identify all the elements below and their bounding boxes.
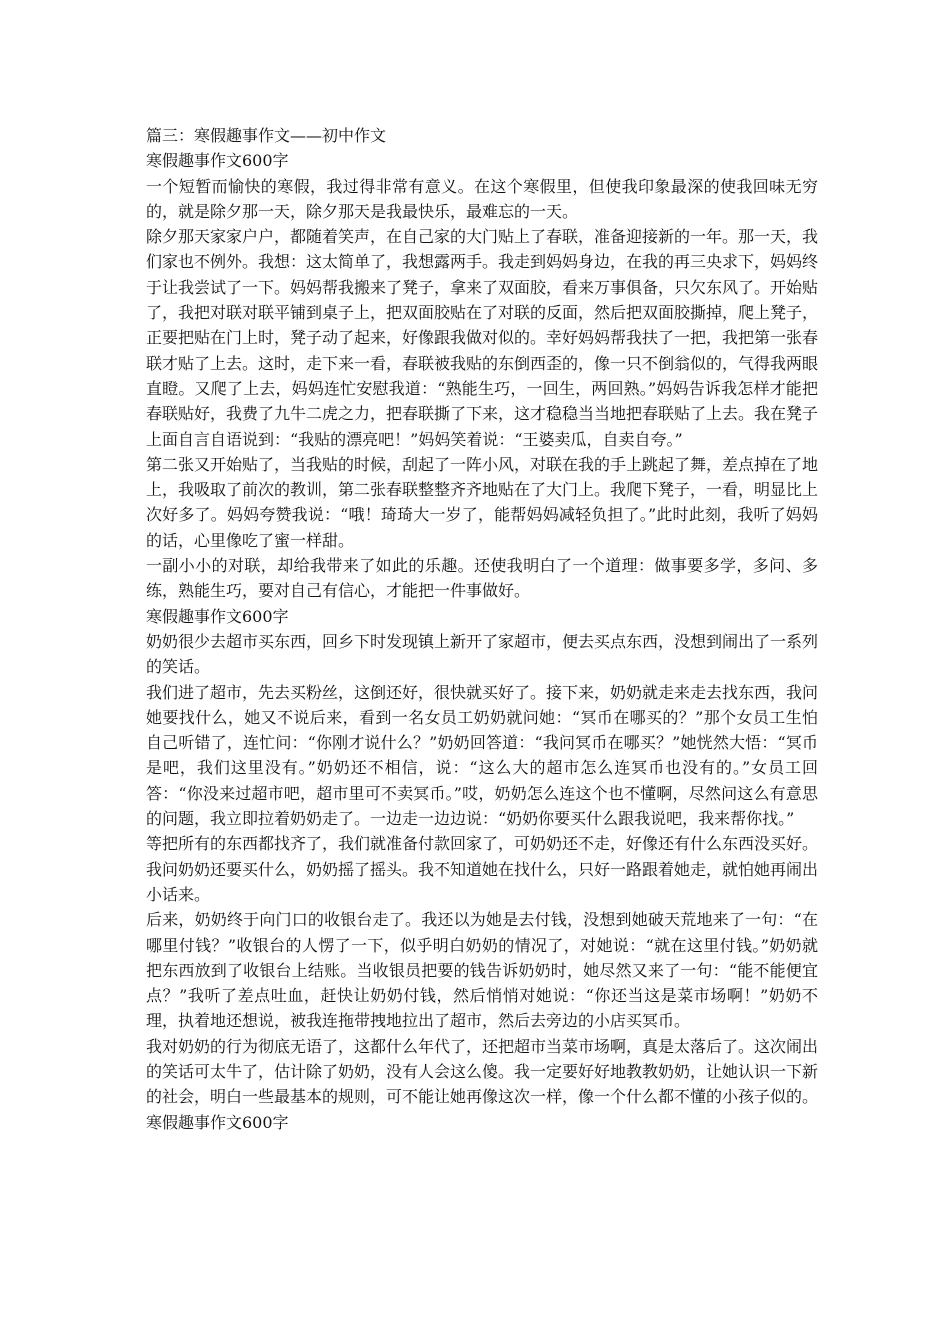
paragraph: 一副小小的对联，却给我带来了如此的乐趣。还使我明白了一个道理：做事要多学，多问、多练，熟能生巧，要对自己有信心，才能把一件事做好。 xyxy=(146,556,818,601)
paragraph: 除夕那天家家户户，都随着笑声，在自己家的大门贴上了春联，准备迎接新的一年。那一天，我们家也不例外。我想：这太简单了，我想露两手。我走到妈妈身边，在我的再三央求下，妈妈终于让我尝试了一下。妈妈帮我搬来了凳子，拿来了双面胶，看来万事俱备，只欠东风了。开始贴了，我把对联对联平铺到桌子上，把双面胶贴在了对联的反面，然后把双面胶撕掉，爬上凳子，正要把贴在门上时，凳子动了起来，好像跟我做对似的。幸好妈妈帮我扶了一把，我把第一张春联才贴了上去。这时，走下来一看，春联被我贴的东倒西歪的，像一只不倒翁似的，气得我两眼直瞪。又爬了上去，妈妈连忙安慰我道：“熟能生巧，一回生，两回熟。”妈妈告诉我怎样才能把春联贴好，我费了九牛二虎之力，把春联撕了下来，这才稳稳当当地把春联贴了上去。我在凳子上面自言自语说到：“我贴的漂亮吧！”妈妈笑着说：“王婆卖瓜，自卖自夸。” xyxy=(146,227,819,449)
paragraph: 我对奶奶的行为彻底无语了，这都什么年代了，还把超市当菜市场啊，真是太落后了。这次闹出的笑话可太牛了，估计除了奶奶，没有人会这么傻。我一定要好好地教教奶奶，让她认识一下新的社会，明白一些最基本的规则，可不能让她再像这次一样，像一个什么都不懂的小孩子似的。 xyxy=(146,1036,819,1107)
essay-heading: 寒假趣事作文600字 xyxy=(146,1112,289,1132)
paragraph: 一个短暂而愉快的寒假，我过得非常有意义。在这个寒假里，但使我印象最深的使我回味无穷的，就是除夕那一天，除夕那天是我最快乐，最难忘的一天。 xyxy=(146,176,818,221)
paragraph: 奶奶很少去超市买东西，回乡下时发现镇上新开了家超市，便去买点东西，没想到闹出了一系列的笑话。 xyxy=(146,631,819,677)
essay-heading: 寒假趣事作文600字 xyxy=(146,151,289,171)
paragraph: 我们进了超市，先去买粉丝，这倒还好，很快就买好了。接下来，奶奶就走来走去找东西，我问她要找什么，她又不说后来，看到一名女员工奶奶就问她：“冥币在哪买的？”那个女员工生怕自己听错了，连忙问：“你刚才说什么？”奶奶回答道：“我问冥币在哪买？”她恍然大悟：“冥币是吧，我们这里没有。”奶奶还不相信，说：“这么大的超市怎么连冥币也没有的。”女员工回答：“你没来过超市吧，超市里可不卖冥币。”哎，奶奶怎么连这个也不懂啊，尽然问这么有意思的问题，我立即拉着奶奶走了。一边走一边边说：“奶奶你要买什么跟我说吧，我来帮你找。” xyxy=(146,682,819,829)
essay-heading: 寒假趣事作文600字 xyxy=(146,606,289,626)
paragraph: 后来，奶奶终于向门口的收银台走了。我还以为她是去付钱，没想到她破天荒地来了一句：“在哪里付钱？”收银台的人愣了一下，似乎明白奶奶的情况了，对她说：“就在这里付钱。”奶奶就把东西放到了收银台上结账。当收银员把要的钱告诉奶奶时，她尽然又来了一句：“能不能便宜点？”我听了差点吐血，赶快让奶奶付钱，然后悄悄对她说：“你还当这是菜市场啊！”奶奶不理，执着地还想说，被我连拖带拽地拉出了超市，然后去旁边的小店买冥币。 xyxy=(146,910,818,1031)
paragraph: 第二张又开始贴了，当我贴的时候，刮起了一阵小风，对联在我的手上跳起了舞，差点掉在了地上，我吸取了前次的教训，第二张春联整整齐齐地贴在了大门上。我爬下凳子，一看，明显比上次好多了。妈妈夸赞我说：“哦！琦琦大一岁了，能帮妈妈减轻负担了。”此时此刻，我听了妈妈的话，心里像吃了蜜一样甜。 xyxy=(146,454,819,550)
paragraph: 等把所有的东西都找齐了，我们就准备付款回家了，可奶奶还不走，好像还有什么东西没买好。我问奶奶还要买什么，奶奶摇了摇头。我不知道她在找什么，只好一路跟着她走，就怕她再闹出小话来。 xyxy=(146,834,819,904)
document-title: 篇三：寒假趣事作文——初中作文 xyxy=(146,126,387,145)
document-body xyxy=(146,123,818,1135)
